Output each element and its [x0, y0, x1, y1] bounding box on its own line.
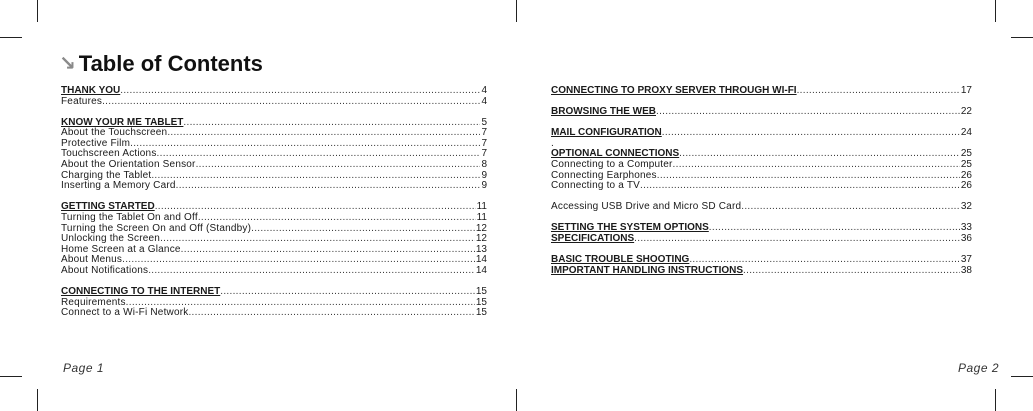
toc-leader-dots	[120, 86, 480, 97]
toc-entry-label: GETTING STARTED	[61, 201, 155, 213]
toc-page-number: 8	[481, 159, 487, 171]
toc-page-number: 38	[960, 264, 972, 276]
toc-page-number: 14	[475, 264, 487, 276]
toc-subsection-entry[interactable]	[61, 213, 487, 224]
toc-entry-label: Accessing USB Drive and Micro SD Card	[551, 201, 742, 213]
toc-page-number: 15	[475, 286, 487, 297]
toc-subsection-entry[interactable]	[551, 202, 972, 213]
toc-entry-label: About Notifications	[61, 264, 149, 276]
toc-section-entry[interactable]	[551, 266, 972, 277]
toc-leader-dots	[183, 118, 480, 129]
toc-leader-dots	[673, 160, 960, 171]
toc-page-number: 9	[481, 180, 487, 192]
toc-page-number: 33	[960, 222, 972, 234]
toc-page-number: 4	[481, 85, 487, 96]
crop-mark	[37, 389, 38, 411]
toc-entry-label: Charging the Tablet	[61, 169, 152, 181]
toc-entry-label: About Menus	[61, 254, 123, 266]
toc-leader-dots	[709, 223, 960, 234]
arrow-down-right-icon: ↘	[59, 53, 76, 75]
toc-subsection-entry[interactable]	[61, 181, 487, 192]
toc-leader-dots	[102, 97, 480, 108]
crop-mark	[516, 0, 517, 22]
toc-subsection-entry[interactable]	[61, 308, 487, 319]
toc-page-number: 26	[960, 169, 972, 181]
toc-entry-label: Turning the Tablet On and Off	[61, 211, 198, 223]
toc-page-number: 5	[481, 116, 487, 128]
toc-page-number: 26	[960, 180, 972, 192]
toc-leader-dots	[743, 266, 960, 277]
toc-leader-dots	[122, 255, 475, 266]
toc-entry-label: Home Screen at a Glance	[61, 243, 181, 255]
toc-entry-label: About the Orientation Sensor	[61, 159, 196, 171]
toc-entry-label: Requirements	[61, 296, 126, 308]
toc-leader-dots	[155, 202, 476, 213]
toc-section-entry[interactable]	[551, 234, 972, 245]
toc-leader-dots	[657, 171, 960, 182]
toc-entry-label: Protective Film	[61, 137, 131, 149]
toc-leader-dots	[656, 107, 960, 118]
crop-mark	[1011, 37, 1033, 38]
toc-leader-dots	[662, 128, 960, 139]
crop-mark	[0, 376, 22, 377]
toc-leader-dots	[181, 245, 475, 256]
toc-page-number: 37	[960, 254, 972, 266]
toc-entry-label: CONNECTING TO THE INTERNET	[61, 286, 221, 297]
toc-leader-dots	[220, 287, 475, 298]
toc-leader-dots	[157, 149, 481, 160]
toc-entry-label: Connecting to a TV	[551, 180, 641, 192]
toc-leader-dots	[198, 213, 476, 224]
toc-page-number: 7	[481, 137, 487, 149]
toc-right-column	[551, 86, 972, 276]
toc-page-number: 17	[960, 85, 972, 96]
toc-entry-label: Touchscreen Actions	[61, 148, 157, 160]
toc-page-number: 14	[475, 254, 487, 266]
toc-entry-label: IMPORTANT HANDLING INSTRUCTIONS	[551, 264, 744, 276]
toc-entry-label: SETTING THE SYSTEM OPTIONS	[551, 222, 709, 234]
toc-leader-dots	[196, 160, 481, 171]
toc-entry-label: Unlocking the Screen	[61, 233, 161, 245]
toc-entry-label: Connecting Earphones	[551, 169, 657, 181]
title-text: Table of Contents	[78, 51, 263, 76]
toc-leader-dots	[741, 202, 960, 213]
toc-subsection-entry[interactable]	[551, 160, 972, 171]
stray-mark: .	[551, 137, 554, 149]
toc-subsection-entry[interactable]	[61, 97, 487, 108]
toc-section-entry[interactable]	[551, 86, 972, 97]
toc-entry-label: CONNECTING TO PROXY SERVER THROUGH WI-FI	[551, 85, 797, 96]
toc-page-number: 11	[476, 211, 487, 223]
crop-mark	[37, 0, 38, 22]
toc-entry-label: Connecting to a Computer	[551, 158, 673, 170]
toc-page-number: 13	[475, 243, 487, 255]
toc-leader-dots	[640, 181, 960, 192]
toc-leader-dots	[167, 128, 480, 139]
toc-left-column	[61, 86, 487, 319]
toc-entry-label: About the Touchscreen	[61, 127, 168, 139]
toc-page-number: 24	[960, 127, 972, 139]
toc-page-number: 9	[481, 169, 487, 181]
toc-page-number: 15	[475, 307, 487, 319]
toc-leader-dots	[188, 308, 474, 319]
toc-page-number: 32	[960, 201, 972, 213]
toc-page-number: 7	[481, 148, 487, 160]
toc-leader-dots	[130, 139, 480, 150]
toc-subsection-entry[interactable]	[61, 245, 487, 256]
toc-leader-dots	[797, 86, 960, 97]
toc-subsection-entry[interactable]	[61, 266, 487, 277]
toc-page-number: 15	[475, 296, 487, 308]
page-number-right: Page 2	[958, 361, 1000, 375]
toc-section-entry[interactable]	[61, 86, 487, 97]
crop-mark	[516, 389, 517, 411]
toc-entry-label: Connect to a Wi-Fi Network	[61, 307, 189, 319]
toc-subsection-entry[interactable]	[551, 181, 972, 192]
toc-leader-dots	[679, 149, 960, 160]
toc-leader-dots	[634, 234, 960, 245]
toc-section-entry[interactable]	[551, 128, 972, 139]
toc-entry-label: Inserting a Memory Card	[61, 180, 176, 192]
toc-page-number: 12	[475, 222, 487, 234]
toc-entry-label: MAIL CONFIGURATION	[551, 127, 662, 139]
crop-mark	[995, 389, 996, 411]
toc-page-number: 36	[960, 232, 972, 244]
crop-mark	[1011, 376, 1033, 377]
toc-page-number: 4	[481, 95, 487, 107]
toc-leader-dots	[176, 181, 481, 192]
crop-mark	[995, 0, 996, 22]
toc-entry-label: BASIC TROUBLE SHOOTING	[551, 254, 690, 266]
page-title	[59, 51, 263, 77]
toc-section-entry[interactable]	[551, 107, 972, 118]
toc-page-number: 12	[475, 233, 487, 245]
page-number-left: Page 1	[63, 361, 105, 375]
toc-leader-dots	[160, 234, 475, 245]
toc-page-number: 7	[481, 127, 487, 139]
toc-entry-label: SPECIFICATIONS	[551, 232, 635, 244]
toc-leader-dots	[148, 266, 475, 277]
toc-entry-label: KNOW YOUR ME TABLET	[61, 116, 184, 128]
toc-entry-label: Turning the Screen On and Off (Standby)	[61, 222, 252, 234]
toc-page-number: 25	[960, 148, 972, 160]
toc-entry-label: OPTIONAL CONNECTIONS	[551, 148, 680, 160]
toc-page-number: 11	[476, 201, 487, 213]
crop-mark	[0, 37, 22, 38]
toc-entry-label: BROWSING THE WEB	[551, 106, 656, 118]
toc-page-number: 25	[960, 158, 972, 170]
toc-section-entry[interactable]	[61, 287, 487, 298]
toc-page-number: 22	[960, 106, 972, 118]
toc-leader-dots	[151, 171, 480, 182]
toc-entry-label: THANK YOU	[61, 85, 121, 96]
toc-entry-label: Features	[61, 95, 103, 107]
toc-leader-dots	[251, 224, 475, 235]
